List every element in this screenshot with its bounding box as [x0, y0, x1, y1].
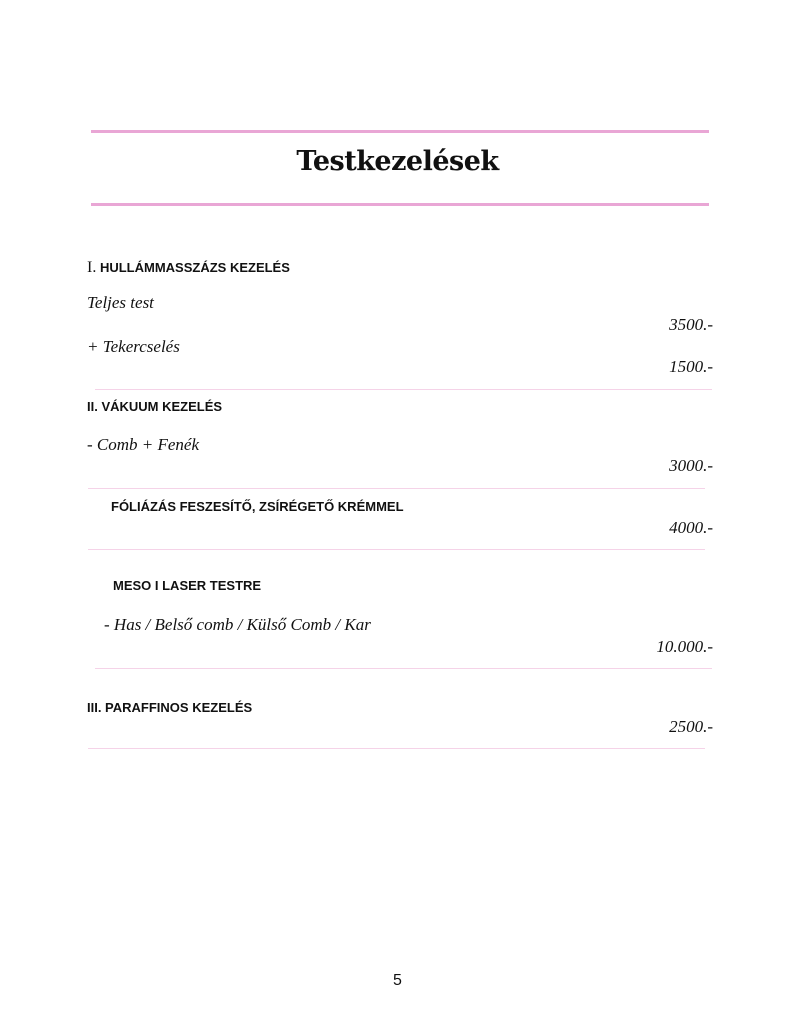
service-price: 1500.-	[669, 357, 713, 376]
section-divider	[88, 488, 705, 489]
service-price: 10.000.-	[656, 637, 713, 656]
section-divider	[95, 668, 712, 669]
service-item: - Has / Belső comb / Külső Comb / Kar	[104, 615, 371, 634]
section-heading: FÓLIÁZÁS FESZESÍTŐ, ZSÍRÉGETŐ KRÉMMEL	[111, 499, 404, 514]
section-heading: II. VÁKUUM KEZELÉS	[87, 399, 223, 414]
service-item: + Tekercselés	[87, 337, 180, 356]
section-heading: III. PARAFFINOS KEZELÉS	[87, 700, 253, 715]
service-item: Teljes test	[87, 293, 154, 312]
page-number: 5	[393, 972, 402, 989]
title-rule-top	[91, 130, 709, 133]
service-price: 2500.-	[669, 717, 713, 736]
page-title: Testkezelések	[296, 146, 499, 177]
section-heading: MESO I LASER TESTRE	[113, 578, 262, 593]
section-divider	[88, 549, 705, 550]
service-item: - Comb + Fenék	[87, 435, 200, 454]
service-price: 3500.-	[669, 315, 713, 334]
title-rule-bottom	[91, 203, 709, 206]
section-divider	[95, 389, 712, 390]
service-price: 4000.-	[669, 518, 713, 537]
section-divider	[88, 748, 705, 749]
section-number: I.	[87, 259, 97, 276]
section-title: HULLÁMMASSZÁZS KEZELÉS	[99, 260, 290, 275]
section-heading	[87, 259, 290, 277]
service-price: 3000.-	[669, 456, 713, 475]
